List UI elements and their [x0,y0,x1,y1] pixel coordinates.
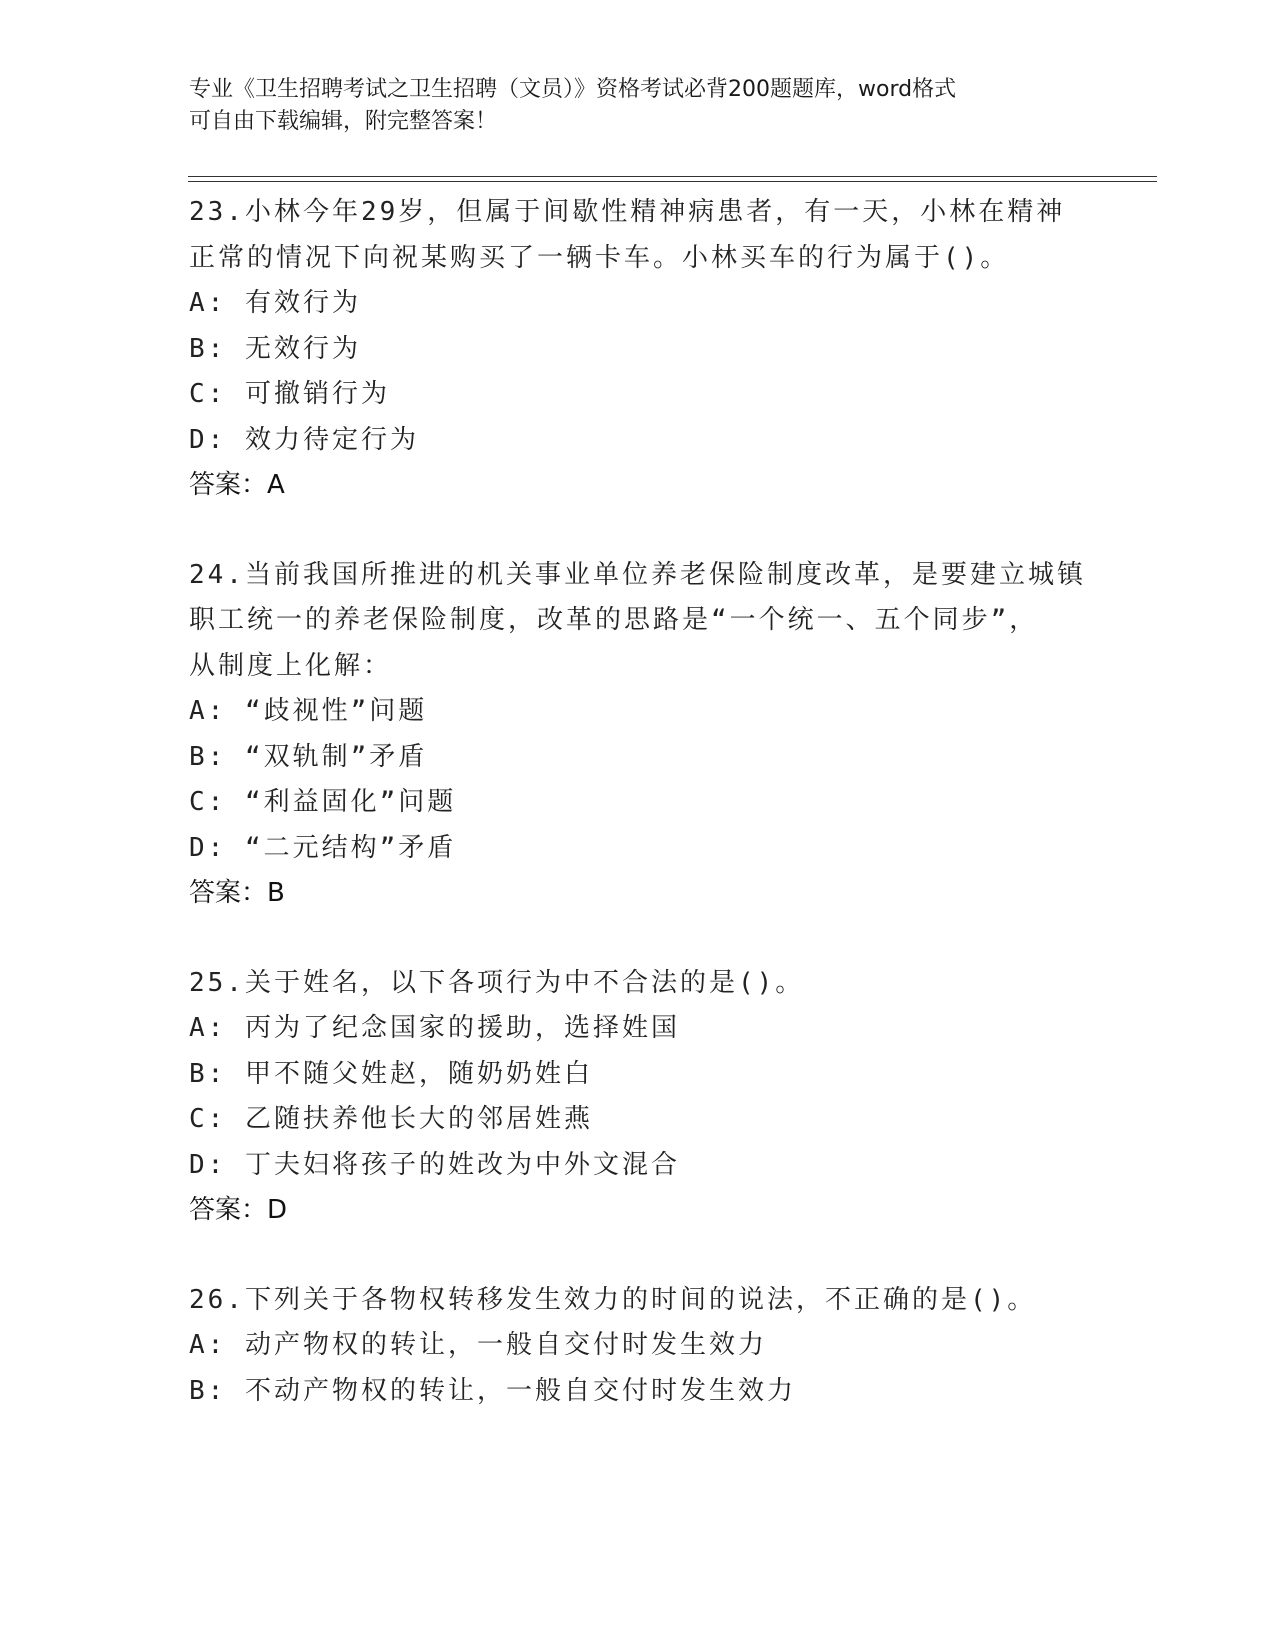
option-text: 效力待定行为 [244,424,419,455]
question-stem-line: 从制度上化解： [189,650,393,681]
question-stem-line: 23.小林今年29岁，但属于间歇性精神病患者，有一天，小林在精神 [189,197,1066,227]
option-c [189,372,1149,418]
option-d [189,1143,1149,1189]
option-key: B: [189,1375,227,1406]
option-key: C: [189,1104,227,1134]
header-divider-bottom [188,181,1157,182]
option-b [189,327,1149,373]
header-divider-top [188,176,1157,177]
option-c [189,780,1149,826]
answer-line: 答案：B [189,878,285,908]
option-a [189,689,1149,735]
question-24 [189,553,1149,917]
option-key: D: [189,424,227,455]
question-list [189,190,1149,1458]
document-header [189,74,1089,138]
option-key: A: [189,1013,227,1043]
option-key: B: [189,333,227,364]
option-a [189,1323,1149,1369]
option-key: A: [189,1330,227,1360]
question-23 [189,190,1149,509]
option-text: 可撤销行为 [244,379,390,409]
option-key: A: [189,288,227,318]
option-key: B: [189,1058,227,1089]
option-text: 丙为了纪念国家的援助，选择姓国 [244,1013,680,1043]
option-text: 不动产物权的转让，一般自交付时发生效力 [244,1375,796,1406]
option-key: D: [189,832,227,863]
answer-line: 答案：A [189,470,285,500]
option-d [189,418,1149,464]
option-key: C: [189,787,227,817]
question-stem-line: 正常的情况下向祝某购买了一辆卡车。小林买车的行为属于()。 [189,242,1010,273]
header-line-2: 可自由下载编辑，附完整答案！ [189,109,498,134]
option-key: A: [189,696,227,726]
question-stem-line: 25.关于姓名，以下各项行为中不合法的是()。 [189,967,805,998]
option-text: 有效行为 [244,288,361,318]
option-b [189,1369,1149,1415]
option-c [189,1097,1149,1143]
option-b [189,735,1149,781]
option-text: “双轨制”矛盾 [244,741,428,772]
option-d [189,826,1149,872]
question-stem-line: 26.下列关于各物权转移发生效力的时间的说法，不正确的是()。 [189,1284,1037,1315]
option-text: “歧视性”问题 [244,696,428,726]
question-25 [189,961,1149,1234]
option-b [189,1052,1149,1098]
option-key: D: [189,1149,227,1180]
question-stem-line: 24.当前我国所推进的机关事业单位养老保险制度改革，是要建立城镇 [189,559,1086,590]
question-26 [189,1278,1149,1415]
option-text: 动产物权的转让，一般自交付时发生效力 [244,1330,767,1360]
option-text: “二元结构”矛盾 [244,832,457,863]
option-a [189,281,1149,327]
option-text: 丁夫妇将孩子的姓改为中外文混合 [244,1149,680,1180]
option-key: B: [189,741,227,772]
option-text: “利益固化”问题 [244,787,457,817]
answer-line: 答案：D [189,1195,288,1225]
option-text: 乙随扶养他长大的邻居姓燕 [244,1104,593,1134]
option-text: 无效行为 [244,333,361,364]
question-stem-line: 职工统一的养老保险制度，改革的思路是“一个统一、五个同步”， [189,605,1039,635]
option-a [189,1006,1149,1052]
option-text: 甲不随父姓赵，随奶奶姓白 [244,1058,593,1089]
option-key: C: [189,379,227,409]
header-line-1: 专业《卫生招聘考试之卫生招聘（文员）》资格考试必背200题题库，word格式 [189,77,957,102]
